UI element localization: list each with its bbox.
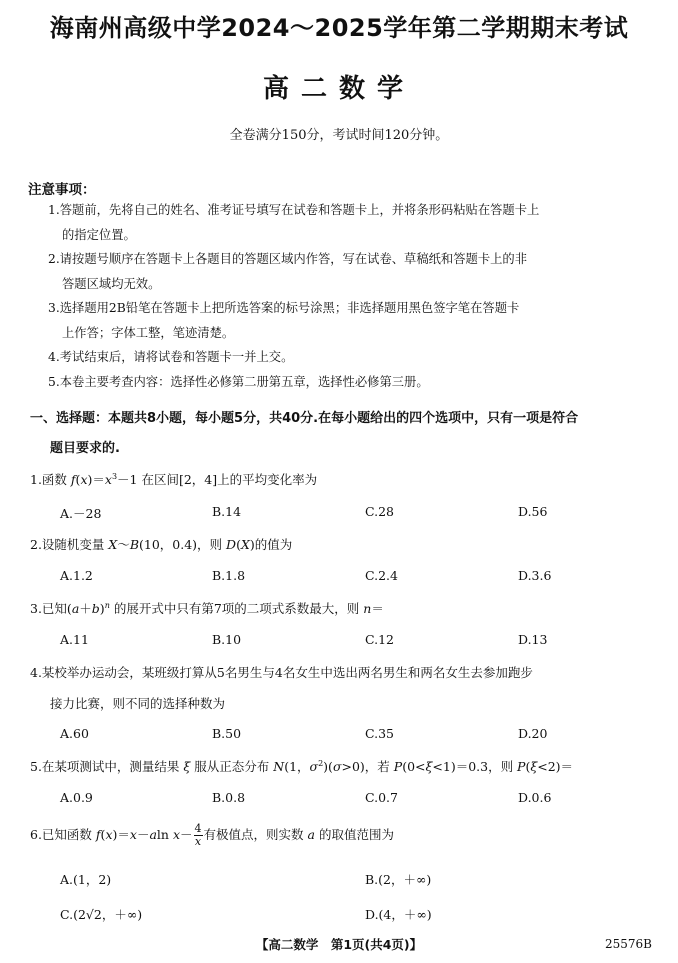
option-c[interactable]: C.12 bbox=[365, 632, 394, 647]
q-var: f bbox=[95, 827, 101, 842]
q-var: a bbox=[307, 827, 315, 842]
q-var: n bbox=[363, 601, 372, 616]
exam-info: 全卷满分150分，考试时间120分钟。 bbox=[229, 128, 449, 143]
q-var: σ bbox=[332, 759, 342, 774]
q-text-continuation: 接力比赛，则不同的选择种数为 bbox=[50, 696, 226, 711]
q-text: － bbox=[180, 827, 193, 842]
option-b[interactable]: B.0.8 bbox=[212, 790, 246, 805]
q-var: D bbox=[226, 537, 237, 552]
fraction bbox=[194, 823, 203, 848]
question-1 bbox=[30, 470, 660, 488]
q-var: x bbox=[80, 472, 88, 487]
option-d[interactable]: D.0.6 bbox=[518, 790, 552, 805]
option-b[interactable]: B.1.8 bbox=[212, 568, 246, 583]
q-text: 的取值范围为 bbox=[314, 827, 394, 842]
q-var: f bbox=[70, 472, 76, 487]
q-text: )＝ bbox=[112, 827, 130, 842]
q-var: x bbox=[172, 827, 181, 842]
option-c[interactable]: C.(2√2，＋∞) bbox=[60, 907, 143, 922]
q-text: ( bbox=[236, 537, 241, 552]
q-var: ξ bbox=[530, 759, 538, 774]
q-text: ＋ bbox=[79, 601, 92, 616]
q-var: ξ bbox=[425, 759, 433, 774]
option-a[interactable]: A.(1，2) bbox=[60, 872, 112, 887]
q-text: 服从正态分布 bbox=[190, 759, 274, 774]
q-text: 6.已知函数 bbox=[30, 827, 96, 842]
notice-item-continuation: 答题区域均无效。 bbox=[62, 276, 161, 291]
q-text: － bbox=[136, 827, 150, 842]
q-var: X bbox=[240, 537, 250, 552]
section-heading-line: 一、选择题：本题共8小题，每小题5分，共40分.在每小题给出的四个选项中，只有一项是符合 bbox=[30, 411, 579, 426]
fraction-numerator: 4 bbox=[194, 822, 202, 835]
q-text: 有极值点，则实数 bbox=[203, 827, 308, 842]
q-exponent: 2 bbox=[318, 758, 324, 768]
notice-item-continuation: 的指定位置。 bbox=[62, 227, 136, 242]
q-var: a bbox=[71, 601, 80, 616]
q-exponent: 3 bbox=[111, 471, 118, 481]
option-b[interactable]: B.(2，＋∞) bbox=[365, 872, 432, 887]
option-c[interactable]: C.2.4 bbox=[365, 568, 398, 583]
notice-heading: 注意事项： bbox=[28, 182, 96, 198]
notice-item: 1.答题前，先将自己的姓名、准考证号填写在试卷和答题卡上，并将条形码粘贴在答题卡上 bbox=[48, 203, 540, 217]
q-var: P bbox=[393, 759, 403, 774]
q-text: －1 在区间[2，4]上的平均变化率为 bbox=[117, 472, 318, 487]
q-text: 的展开式中只有第7项的二项式系数最大，则 bbox=[109, 601, 364, 616]
q-text: )( bbox=[323, 759, 333, 774]
q-text: (1， bbox=[284, 759, 310, 774]
q-var: x bbox=[104, 472, 112, 487]
question-4 bbox=[30, 663, 660, 712]
q-var: X bbox=[108, 537, 118, 552]
option-d[interactable]: D.56 bbox=[518, 504, 548, 519]
q-text: 4.某校举办运动会，某班级打算从5名男生与4名女生中选出两名男生和两名女生去参加跑步 bbox=[30, 665, 533, 680]
section-heading bbox=[30, 404, 652, 464]
q-text: (10，0.4)，则 bbox=[139, 537, 227, 552]
notice-item: 4.考试结束后，请将试卷和答题卡一并上交。 bbox=[48, 350, 294, 364]
q-text: <2)＝ bbox=[537, 759, 574, 774]
notice-item: 3.选择题用2B铅笔在答题卡上把所选答案的标号涂黑；非选择题用黑色签字笔在答题卡 bbox=[48, 301, 520, 315]
q-var: N bbox=[273, 759, 285, 774]
option-d[interactable]: D.13 bbox=[518, 632, 548, 647]
q-exponent: n bbox=[104, 600, 110, 610]
q-text: 2.设随机变量 bbox=[30, 537, 109, 552]
option-b[interactable]: B.10 bbox=[212, 632, 242, 647]
option-d[interactable]: D.(4，＋∞) bbox=[365, 907, 432, 922]
notice-item: 2.请按题号顺序在答题卡上各题目的答题区域内作答，写在试卷、草稿纸和答题卡上的非 bbox=[48, 252, 528, 266]
question-5 bbox=[30, 757, 660, 775]
q-text: ln bbox=[156, 827, 173, 842]
q-text: (0< bbox=[402, 759, 426, 774]
option-b[interactable]: B.50 bbox=[212, 726, 242, 741]
q-text: ( bbox=[75, 472, 81, 487]
q-var: x bbox=[105, 827, 113, 842]
q-text: >0)，若 bbox=[341, 759, 394, 774]
q-text: ) bbox=[99, 601, 105, 616]
q-var: ξ bbox=[183, 759, 191, 774]
q-text: ( bbox=[100, 827, 106, 842]
q-var: σ bbox=[309, 759, 319, 774]
q-text: 1.函数 bbox=[30, 472, 71, 487]
q-var: x bbox=[129, 827, 137, 842]
question-6 bbox=[30, 823, 660, 848]
notice-item-continuation: 上作答；字体工整，笔迹清楚。 bbox=[62, 325, 235, 340]
question-2 bbox=[30, 535, 660, 553]
option-a[interactable]: A.－28 bbox=[60, 506, 102, 521]
q-text: ( bbox=[525, 759, 531, 774]
q-var: b bbox=[91, 601, 100, 616]
q-text: 3.已知( bbox=[30, 601, 72, 616]
fraction-denominator: x bbox=[194, 835, 202, 848]
q-text: )＝ bbox=[87, 472, 105, 487]
option-a[interactable]: A.60 bbox=[60, 726, 89, 741]
option-c[interactable]: C.0.7 bbox=[365, 790, 398, 805]
q-text: ～ bbox=[117, 537, 130, 552]
option-a[interactable]: A.0.9 bbox=[60, 790, 93, 805]
page-footer: 【高二数学 第1页(共4页)】 bbox=[255, 937, 423, 952]
q-text: <1)＝0.3，则 bbox=[432, 759, 518, 774]
q-var: B bbox=[129, 537, 140, 552]
subject-title: 高二数学 bbox=[262, 74, 415, 104]
notice-list bbox=[48, 198, 658, 394]
paper-code: 25576B bbox=[605, 937, 652, 951]
q-var: P bbox=[517, 759, 526, 774]
option-a[interactable]: A.1.2 bbox=[60, 568, 93, 583]
q-text: )的值为 bbox=[249, 537, 293, 552]
notice-item: 5.本卷主要考查内容：选择性必修第二册第五章，选择性必修第三册。 bbox=[48, 374, 429, 389]
option-d[interactable]: D.3.6 bbox=[518, 568, 552, 583]
option-c[interactable]: C.35 bbox=[365, 726, 394, 741]
option-c[interactable]: C.28 bbox=[365, 504, 394, 519]
option-b[interactable]: B.14 bbox=[212, 504, 242, 519]
option-d[interactable]: D.20 bbox=[518, 726, 548, 741]
question-3 bbox=[30, 599, 660, 617]
q-var: a bbox=[149, 827, 157, 842]
q-text: 5.在某项测试中，测量结果 bbox=[30, 759, 184, 774]
option-a[interactable]: A.11 bbox=[60, 632, 89, 647]
section-heading-line: 题目要求的. bbox=[50, 441, 120, 456]
q-text: ＝ bbox=[371, 601, 384, 616]
exam-title: 海南州高级中学2024～2025学年第二学期期末考试 bbox=[49, 14, 629, 42]
